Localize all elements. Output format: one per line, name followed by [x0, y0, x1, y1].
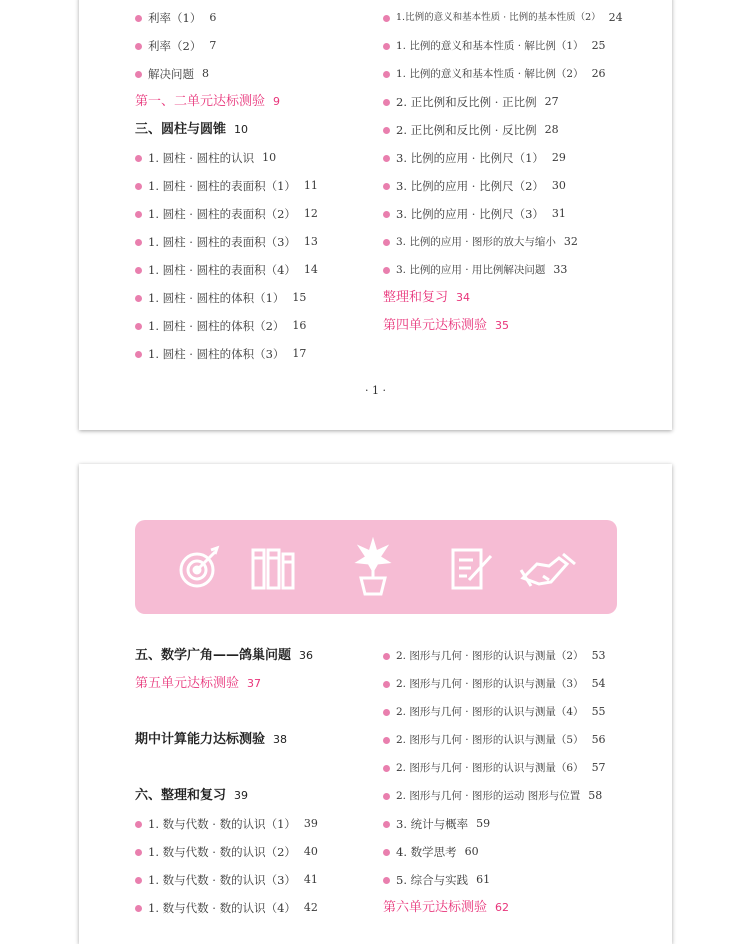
bullet-icon: [383, 127, 390, 134]
bullet-icon: [135, 323, 142, 330]
toc-section-heading: 三、圆柱与圆锥 10: [135, 122, 249, 137]
toc-section-heading: 六、整理和复习 39: [135, 788, 249, 803]
toc-entry: 3. 比例的应用 · 比例尺（1） 29: [383, 148, 566, 168]
bullet-icon: [135, 849, 142, 856]
bullet-icon: [383, 15, 390, 22]
toc-entry: 利率（2） 7: [135, 36, 216, 56]
toc-entry: 解决问题 8: [135, 64, 209, 84]
bullet-icon: [383, 43, 390, 50]
bullet-icon: [135, 877, 142, 884]
toc-entry: 5. 综合与实践 61: [383, 870, 490, 890]
toc-entry: 3. 比例的应用 · 比例尺（3） 31: [383, 204, 566, 224]
bullet-icon: [383, 653, 390, 660]
bullet-icon: [383, 737, 390, 744]
toc-entry: 1. 圆柱 · 圆柱的表面积（2） 12: [135, 204, 318, 224]
bullet-icon: [135, 295, 142, 302]
toc-entry: 2. 图形与几何 · 图形的认识与测量（4） 55: [383, 702, 606, 722]
toc-entry: 利率（1） 6: [135, 8, 216, 28]
target-icon: [181, 548, 217, 586]
bullet-icon: [383, 99, 390, 106]
books-icon: [253, 550, 293, 588]
toc-entry: 3. 比例的应用 · 比例尺（2） 30: [383, 176, 566, 196]
bullet-icon: [135, 211, 142, 218]
toc-entry: 1. 比例的意义和基本性质 · 解比例（1） 25: [383, 36, 606, 56]
bullet-icon: [383, 821, 390, 828]
toc-section-heading: 五、数学广角——鸽巢问题 36: [135, 648, 314, 663]
bullet-icon: [135, 43, 142, 50]
toc-entry: 1. 圆柱 · 圆柱的表面积（4） 14: [135, 260, 318, 280]
toc-entry: 1. 圆柱 · 圆柱的认识 10: [135, 148, 276, 168]
bullet-icon: [135, 267, 142, 274]
toc-entry: 1. 数与代数 · 数的认识（1） 39: [135, 814, 318, 834]
bullet-icon: [383, 183, 390, 190]
bullet-icon: [383, 793, 390, 800]
bullet-icon: [383, 765, 390, 772]
toc-entry: 4. 数学思考 60: [383, 842, 479, 862]
toc-test-entry: 第一、二单元达标测验 9: [135, 94, 281, 109]
bullet-icon: [383, 239, 390, 246]
toc-entry: 1. 比例的意义和基本性质 · 解比例（2） 26: [383, 64, 606, 84]
toc-page-1: [79, 0, 672, 430]
bullet-icon: [135, 821, 142, 828]
toc-entry: 3. 比例的应用 · 用比例解决问题 33: [383, 260, 567, 280]
toc-entry: 3. 比例的应用 · 图形的放大与缩小 32: [383, 232, 578, 252]
toc-test-entry: 第五单元达标测验 37: [135, 676, 262, 691]
document-pen-icon: [453, 550, 491, 588]
toc-entry: 1. 圆柱 · 圆柱的体积（2） 16: [135, 316, 306, 336]
toc-entry: 1. 圆柱 · 圆柱的表面积（3） 13: [135, 232, 318, 252]
bullet-icon: [383, 211, 390, 218]
toc-review-entry: 整理和复习 34: [383, 290, 471, 305]
toc-page-2: [79, 464, 672, 944]
toc-entry: 2. 图形与几何 · 图形的认识与测量（5） 56: [383, 730, 606, 750]
page-number: · 1 ·: [365, 384, 386, 397]
bullet-icon: [135, 239, 142, 246]
toc-section-heading: 期中计算能力达标测验 38: [135, 732, 288, 747]
toc-entry: 2. 图形与几何 · 图形的认识与测量（3） 54: [383, 674, 606, 694]
bullet-icon: [135, 15, 142, 22]
toc-entry: 2. 图形与几何 · 图形的认识与测量（2） 53: [383, 646, 606, 666]
bullet-icon: [135, 183, 142, 190]
potted-plant-icon: [359, 542, 387, 594]
toc-test-entry: 第六单元达标测验 62: [383, 900, 510, 915]
toc-entry: 1. 圆柱 · 圆柱的体积（1） 15: [135, 288, 306, 308]
toc-entry: 3. 统计与概率 59: [383, 814, 490, 834]
bullet-icon: [135, 905, 142, 912]
icon-banner: [135, 520, 617, 614]
bullet-icon: [383, 681, 390, 688]
toc-entry: 2. 正比例和反比例 · 反比例 28: [383, 120, 559, 140]
bullet-icon: [135, 71, 142, 78]
toc-entry: 1. 圆柱 · 圆柱的表面积（1） 11: [135, 176, 318, 196]
toc-entry: 2. 图形与几何 · 图形的运动 图形与位置 58: [383, 786, 602, 806]
toc-entry: 2. 图形与几何 · 图形的认识与测量（6） 57: [383, 758, 606, 778]
bullet-icon: [383, 71, 390, 78]
toc-entry: 1. 数与代数 · 数的认识（3） 41: [135, 870, 318, 890]
bullet-icon: [135, 351, 142, 358]
toc-entry: 1. 圆柱 · 圆柱的体积（3） 17: [135, 344, 306, 364]
bullet-icon: [135, 155, 142, 162]
toc-test-entry: 第四单元达标测验 35: [383, 318, 510, 333]
toc-entry: 2. 正比例和反比例 · 正比例 27: [383, 92, 559, 112]
toc-entry: 1.比例的意义和基本性质 · 比例的基本性质（2） 24: [383, 8, 623, 28]
bullet-icon: [383, 267, 390, 274]
bullet-icon: [383, 709, 390, 716]
bullet-icon: [383, 155, 390, 162]
handshake-icon: [521, 554, 575, 586]
bullet-icon: [383, 849, 390, 856]
toc-entry: 1. 数与代数 · 数的认识（4） 42: [135, 898, 318, 918]
toc-entry: 1. 数与代数 · 数的认识（2） 40: [135, 842, 318, 862]
bullet-icon: [383, 877, 390, 884]
